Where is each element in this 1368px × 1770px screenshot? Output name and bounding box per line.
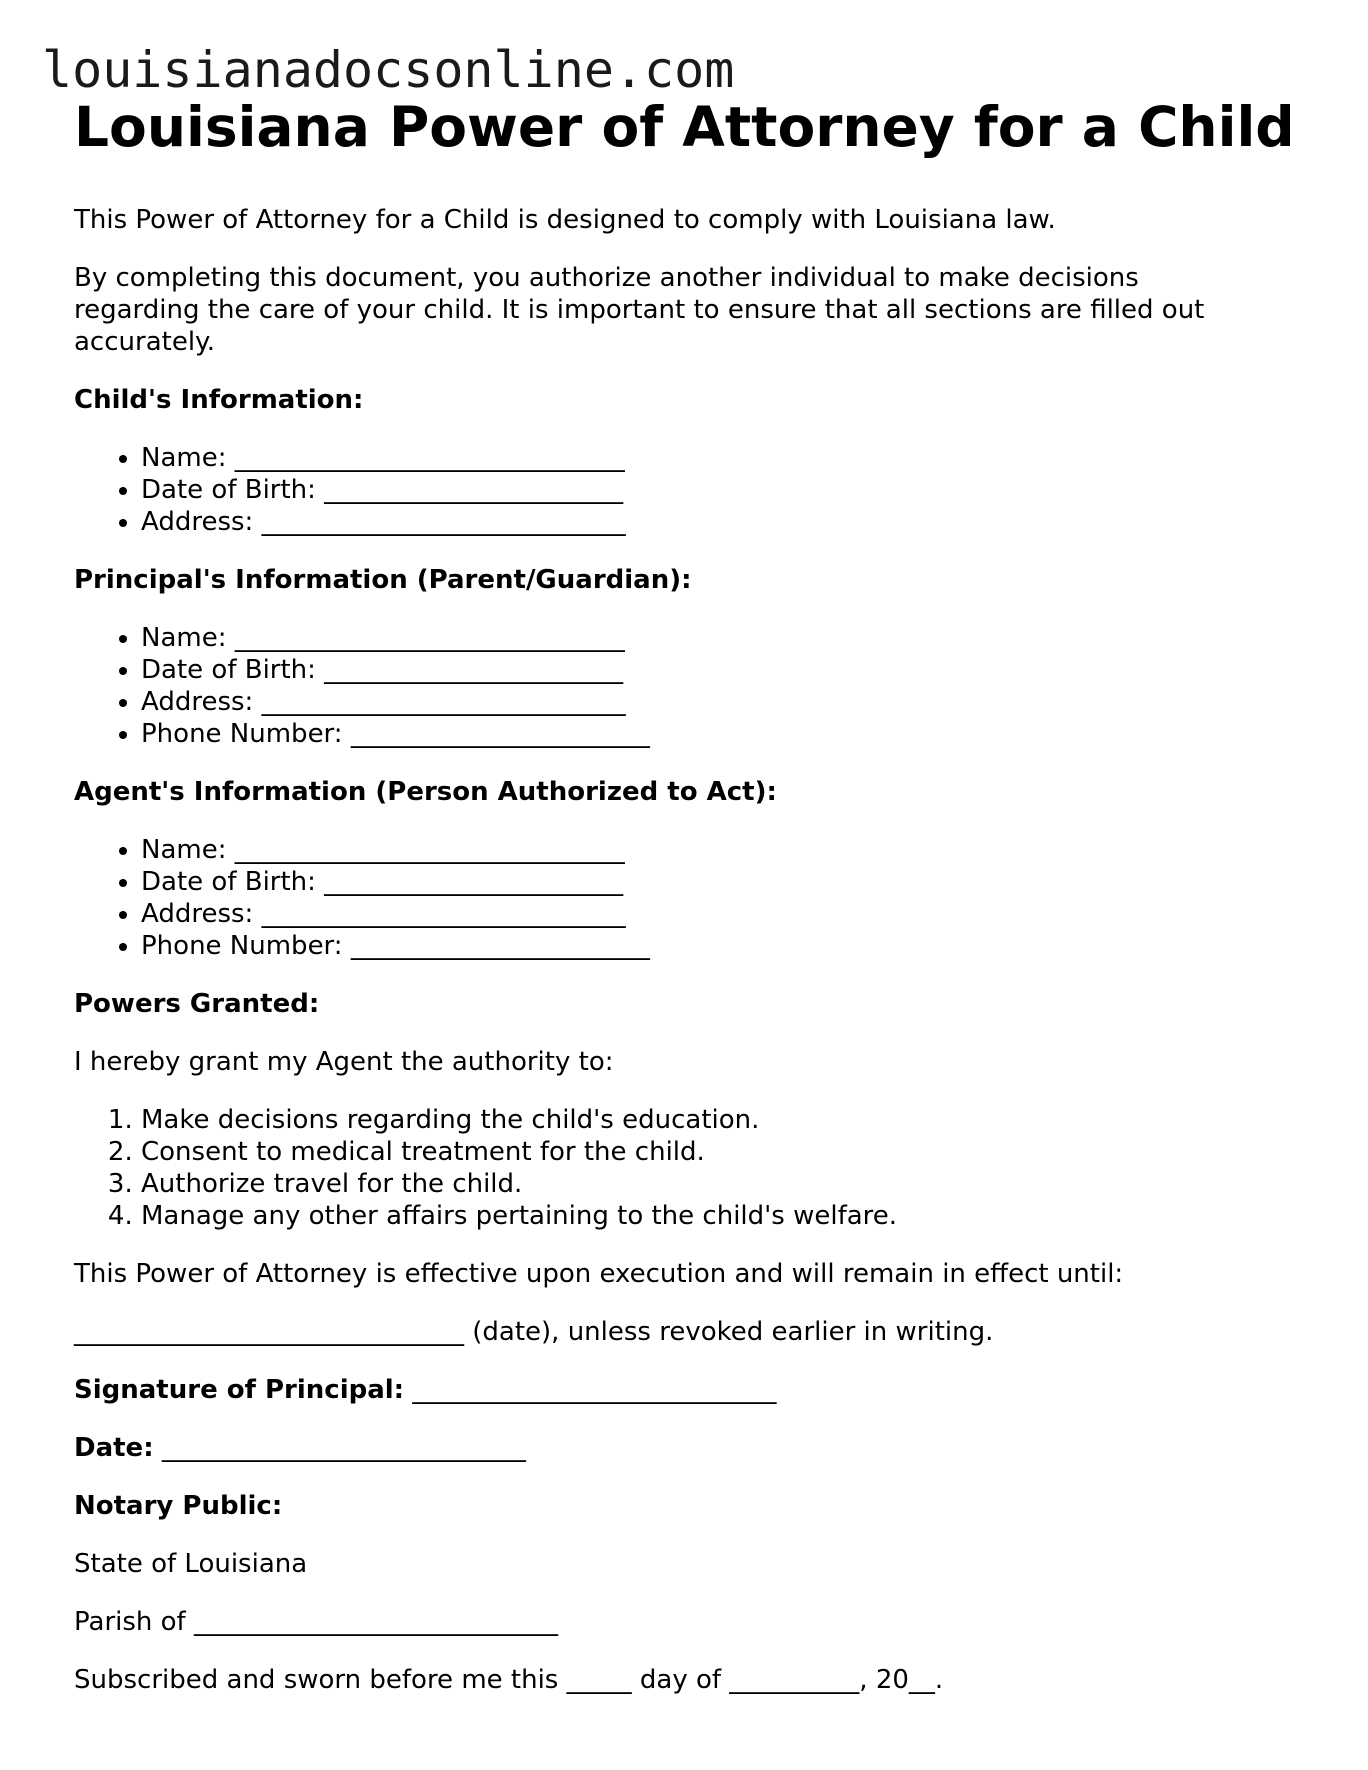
signature-date-blank: ____________________________: [161, 1433, 526, 1463]
principal-phone-field: • Phone Number: _______________________: [141, 718, 1294, 750]
agent-name-field: • Name: ______________________________: [141, 834, 1294, 866]
principal-info-list: [74, 622, 1294, 750]
notary-heading: Notary Public:: [74, 1491, 283, 1521]
child-address-field: • Address: ____________________________: [141, 506, 1294, 538]
principal-signature-line: [74, 1374, 1294, 1406]
effective-until-date-line: ______________________________ (date), unless revoked earlier in writing.: [74, 1317, 994, 1347]
power-item-travel: 3. Authorize travel for the child.: [141, 1168, 1294, 1200]
agent-info-heading: Agent's Information (Person Authorized to Act):: [74, 777, 777, 807]
watermark-site-name: louisianadocsonline.com: [42, 41, 735, 99]
agent-phone-field: • Phone Number: _______________________: [141, 930, 1294, 962]
power-item-medical: 2. Consent to medical treatment for the child.: [141, 1136, 1294, 1168]
signature-date-label: Date:: [74, 1433, 154, 1463]
principal-signature-blank: ____________________________: [412, 1375, 777, 1405]
powers-lead-text: I hereby grant my Agent the authority to:: [74, 1047, 614, 1077]
document-page: [74, 92, 1294, 1696]
intro-paragraph-1: This Power of Attorney for a Child is designed to comply with Louisiana law.: [74, 205, 1056, 235]
principal-dob-field: • Date of Birth: _______________________: [141, 654, 1294, 686]
powers-granted-heading: Powers Granted:: [74, 989, 320, 1019]
document-title: Louisiana Power of Attorney for a Child: [74, 95, 1295, 159]
power-item-welfare: 4. Manage any other affairs pertaining to the child's welfare.: [141, 1200, 1294, 1232]
principal-name-field: • Name: ______________________________: [141, 622, 1294, 654]
child-dob-field: • Date of Birth: _______________________: [141, 474, 1294, 506]
agent-info-list: [74, 834, 1294, 962]
child-info-heading: Child's Information:: [74, 385, 364, 415]
notary-sworn-line: Subscribed and sworn before me this _____ day of __________, 20__.: [74, 1665, 944, 1695]
power-item-education: 1. Make decisions regarding the child's education.: [141, 1104, 1294, 1136]
effective-statement: This Power of Attorney is effective upon execution and will remain in effect until:: [74, 1259, 1124, 1289]
child-info-list: [74, 442, 1294, 538]
powers-list: [74, 1104, 1294, 1232]
notary-parish-line: Parish of ____________________________: [74, 1607, 558, 1637]
child-name-field: • Name: ______________________________: [141, 442, 1294, 474]
principal-address-field: • Address: ____________________________: [141, 686, 1294, 718]
signature-date-line: [74, 1432, 1294, 1464]
agent-dob-field: • Date of Birth: _______________________: [141, 866, 1294, 898]
agent-address-field: • Address: ____________________________: [141, 898, 1294, 930]
principal-info-heading: Principal's Information (Parent/Guardian):: [74, 565, 692, 595]
intro-paragraph-2: By completing this document, you authorize another individual to make decisions regarding the care of your child. It is important to ensure that all sections are filled out accurately.: [74, 263, 1205, 357]
principal-signature-label: Signature of Principal:: [74, 1375, 405, 1405]
notary-state: State of Louisiana: [74, 1549, 308, 1579]
